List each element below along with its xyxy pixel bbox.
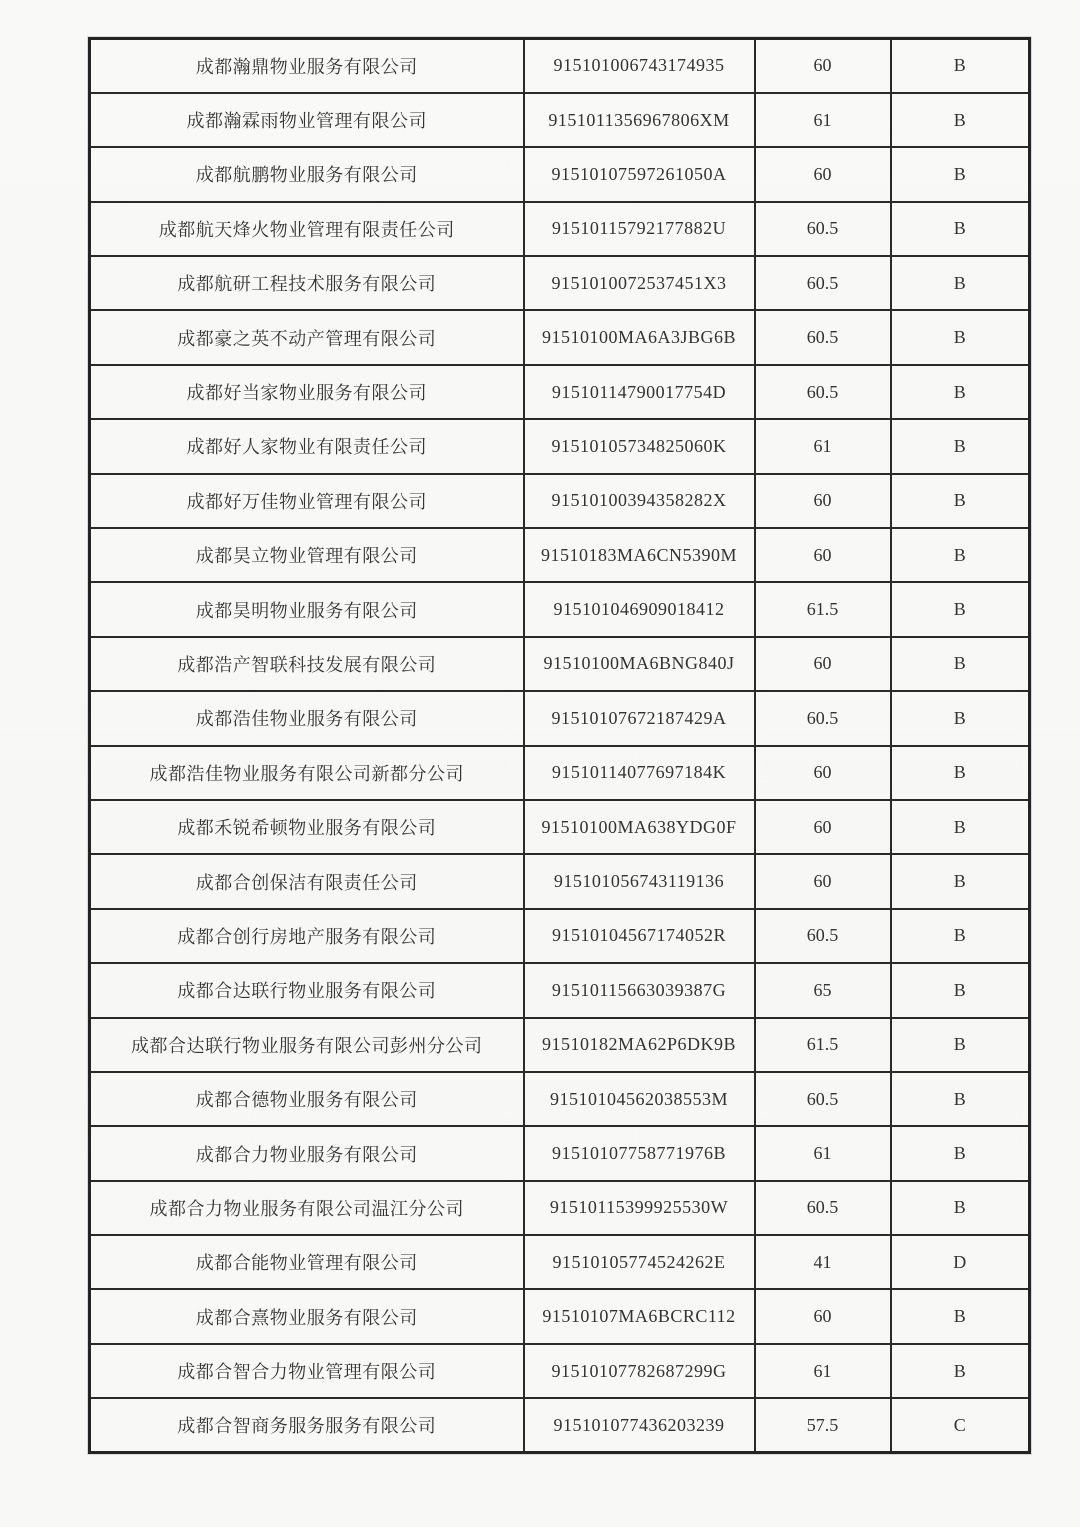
- table-row: [90, 39, 1030, 93]
- table-row: [90, 1398, 1030, 1452]
- company-name-cell: 成都昊立物业管理有限公司: [90, 528, 524, 582]
- company-name-cell: 成都浩佳物业服务有限公司新都分公司: [90, 746, 524, 800]
- company-name-cell: 成都豪之英不动产管理有限公司: [90, 310, 524, 364]
- table-row: [90, 419, 1030, 473]
- credit-code-cell: 91510100394358282X: [524, 474, 755, 528]
- grade-cell: B: [891, 147, 1030, 201]
- grade-cell: B: [891, 800, 1030, 854]
- company-name-cell: 成都禾锐希顿物业服务有限公司: [90, 800, 524, 854]
- credit-code-cell: 91510104567174052R: [524, 909, 755, 963]
- company-name-cell: 成都浩产智联科技发展有限公司: [90, 637, 524, 691]
- table-row: [90, 909, 1030, 963]
- company-name-cell: 成都好人家物业有限责任公司: [90, 419, 524, 473]
- credit-code-cell: 915101046909018412: [524, 582, 755, 636]
- grade-cell: B: [891, 637, 1030, 691]
- score-cell: 60: [755, 474, 891, 528]
- table-row: [90, 582, 1030, 636]
- score-cell: 60.5: [755, 909, 891, 963]
- table-row: [90, 93, 1030, 147]
- company-name-cell: 成都航天烽火物业管理有限责任公司: [90, 202, 524, 256]
- credit-code-cell: 91510100MA6A3JBG6B: [524, 310, 755, 364]
- rating-table-body: [90, 39, 1030, 1453]
- table-row: [90, 1018, 1030, 1072]
- score-cell: 60: [755, 1289, 891, 1343]
- credit-code-cell: 91510105734825060K: [524, 419, 755, 473]
- company-name-cell: 成都瀚鼎物业服务有限公司: [90, 39, 524, 93]
- grade-cell: B: [891, 1289, 1030, 1343]
- grade-cell: B: [891, 202, 1030, 256]
- company-name-cell: 成都合创行房地产服务有限公司: [90, 909, 524, 963]
- table-row: [90, 202, 1030, 256]
- grade-cell: B: [891, 909, 1030, 963]
- company-name-cell: 成都合德物业服务有限公司: [90, 1072, 524, 1126]
- score-cell: 60: [755, 746, 891, 800]
- grade-cell: C: [891, 1398, 1030, 1452]
- grade-cell: B: [891, 256, 1030, 310]
- score-cell: 60: [755, 854, 891, 908]
- score-cell: 60: [755, 528, 891, 582]
- table-row: [90, 854, 1030, 908]
- company-name-cell: 成都合力物业服务有限公司温江分公司: [90, 1181, 524, 1235]
- table-row: [90, 1235, 1030, 1289]
- table-row: [90, 256, 1030, 310]
- grade-cell: B: [891, 419, 1030, 473]
- score-cell: 61: [755, 1126, 891, 1180]
- credit-code-cell: 91510100MA6BNG840J: [524, 637, 755, 691]
- company-name-cell: 成都合熹物业服务有限公司: [90, 1289, 524, 1343]
- table-row: [90, 691, 1030, 745]
- score-cell: 61: [755, 93, 891, 147]
- company-name-cell: 成都航鹏物业服务有限公司: [90, 147, 524, 201]
- grade-cell: B: [891, 365, 1030, 419]
- table-row: [90, 746, 1030, 800]
- score-cell: 60.5: [755, 202, 891, 256]
- score-cell: 61: [755, 1344, 891, 1398]
- table-row: [90, 310, 1030, 364]
- grade-cell: B: [891, 582, 1030, 636]
- credit-code-cell: 915101006743174935: [524, 39, 755, 93]
- score-cell: 57.5: [755, 1398, 891, 1452]
- table-row: [90, 474, 1030, 528]
- score-cell: 65: [755, 963, 891, 1017]
- credit-code-cell: 91510115399925530W: [524, 1181, 755, 1235]
- score-cell: 61: [755, 419, 891, 473]
- credit-code-cell: 91510114790017754D: [524, 365, 755, 419]
- grade-cell: B: [891, 854, 1030, 908]
- credit-code-cell: 9151010072537451X3: [524, 256, 755, 310]
- credit-code-cell: 91510182MA62P6DK9B: [524, 1018, 755, 1072]
- score-cell: 60.5: [755, 256, 891, 310]
- credit-code-cell: 91510115663039387G: [524, 963, 755, 1017]
- credit-code-cell: 91510115792177882U: [524, 202, 755, 256]
- grade-cell: B: [891, 1344, 1030, 1398]
- table-row: [90, 800, 1030, 854]
- grade-cell: D: [891, 1235, 1030, 1289]
- score-cell: 61.5: [755, 582, 891, 636]
- grade-cell: B: [891, 1181, 1030, 1235]
- table-row: [90, 1072, 1030, 1126]
- grade-cell: B: [891, 39, 1030, 93]
- grade-cell: B: [891, 691, 1030, 745]
- score-cell: 60.5: [755, 691, 891, 745]
- credit-code-cell: 9151011356967806XM: [524, 93, 755, 147]
- table-row: [90, 1181, 1030, 1235]
- table-row: [90, 637, 1030, 691]
- grade-cell: B: [891, 93, 1030, 147]
- credit-code-cell: 91510183MA6CN5390M: [524, 528, 755, 582]
- credit-code-cell: 91510107MA6BCRC112: [524, 1289, 755, 1343]
- grade-cell: B: [891, 1018, 1030, 1072]
- score-cell: 60: [755, 147, 891, 201]
- grade-cell: B: [891, 746, 1030, 800]
- company-name-cell: 成都合智商务服务服务有限公司: [90, 1398, 524, 1452]
- grade-cell: B: [891, 310, 1030, 364]
- table-row: [90, 1126, 1030, 1180]
- table-row: [90, 1289, 1030, 1343]
- score-cell: 60.5: [755, 310, 891, 364]
- company-name-cell: 成都好万佳物业管理有限公司: [90, 474, 524, 528]
- credit-code-cell: 91510100MA638YDG0F: [524, 800, 755, 854]
- company-name-cell: 成都合智合力物业管理有限公司: [90, 1344, 524, 1398]
- credit-code-cell: 915101056743119136: [524, 854, 755, 908]
- credit-code-cell: 91510107672187429A: [524, 691, 755, 745]
- credit-code-cell: 91510107597261050A: [524, 147, 755, 201]
- score-cell: 60.5: [755, 1181, 891, 1235]
- score-cell: 60: [755, 39, 891, 93]
- score-cell: 60: [755, 800, 891, 854]
- company-name-cell: 成都好当家物业服务有限公司: [90, 365, 524, 419]
- company-name-cell: 成都瀚霖雨物业管理有限公司: [90, 93, 524, 147]
- company-name-cell: 成都航研工程技术服务有限公司: [90, 256, 524, 310]
- credit-code-cell: 915101077436203239: [524, 1398, 755, 1452]
- company-name-cell: 成都浩佳物业服务有限公司: [90, 691, 524, 745]
- company-rating-table: [88, 37, 1031, 1454]
- table-row: [90, 1344, 1030, 1398]
- table-row: [90, 365, 1030, 419]
- score-cell: 60.5: [755, 1072, 891, 1126]
- credit-code-cell: 91510114077697184K: [524, 746, 755, 800]
- score-cell: 60.5: [755, 365, 891, 419]
- credit-code-cell: 91510107758771976B: [524, 1126, 755, 1180]
- credit-code-cell: 91510107782687299G: [524, 1344, 755, 1398]
- score-cell: 60: [755, 637, 891, 691]
- grade-cell: B: [891, 963, 1030, 1017]
- company-name-cell: 成都合达联行物业服务有限公司彭州分公司: [90, 1018, 524, 1072]
- score-cell: 61.5: [755, 1018, 891, 1072]
- table-row: [90, 147, 1030, 201]
- score-cell: 41: [755, 1235, 891, 1289]
- credit-code-cell: 91510104562038553M: [524, 1072, 755, 1126]
- company-name-cell: 成都合达联行物业服务有限公司: [90, 963, 524, 1017]
- company-name-cell: 成都合能物业管理有限公司: [90, 1235, 524, 1289]
- table-row: [90, 528, 1030, 582]
- grade-cell: B: [891, 474, 1030, 528]
- company-name-cell: 成都合力物业服务有限公司: [90, 1126, 524, 1180]
- credit-code-cell: 91510105774524262E: [524, 1235, 755, 1289]
- grade-cell: B: [891, 1126, 1030, 1180]
- grade-cell: B: [891, 528, 1030, 582]
- company-name-cell: 成都昊明物业服务有限公司: [90, 582, 524, 636]
- table-row: [90, 963, 1030, 1017]
- grade-cell: B: [891, 1072, 1030, 1126]
- company-name-cell: 成都合创保洁有限责任公司: [90, 854, 524, 908]
